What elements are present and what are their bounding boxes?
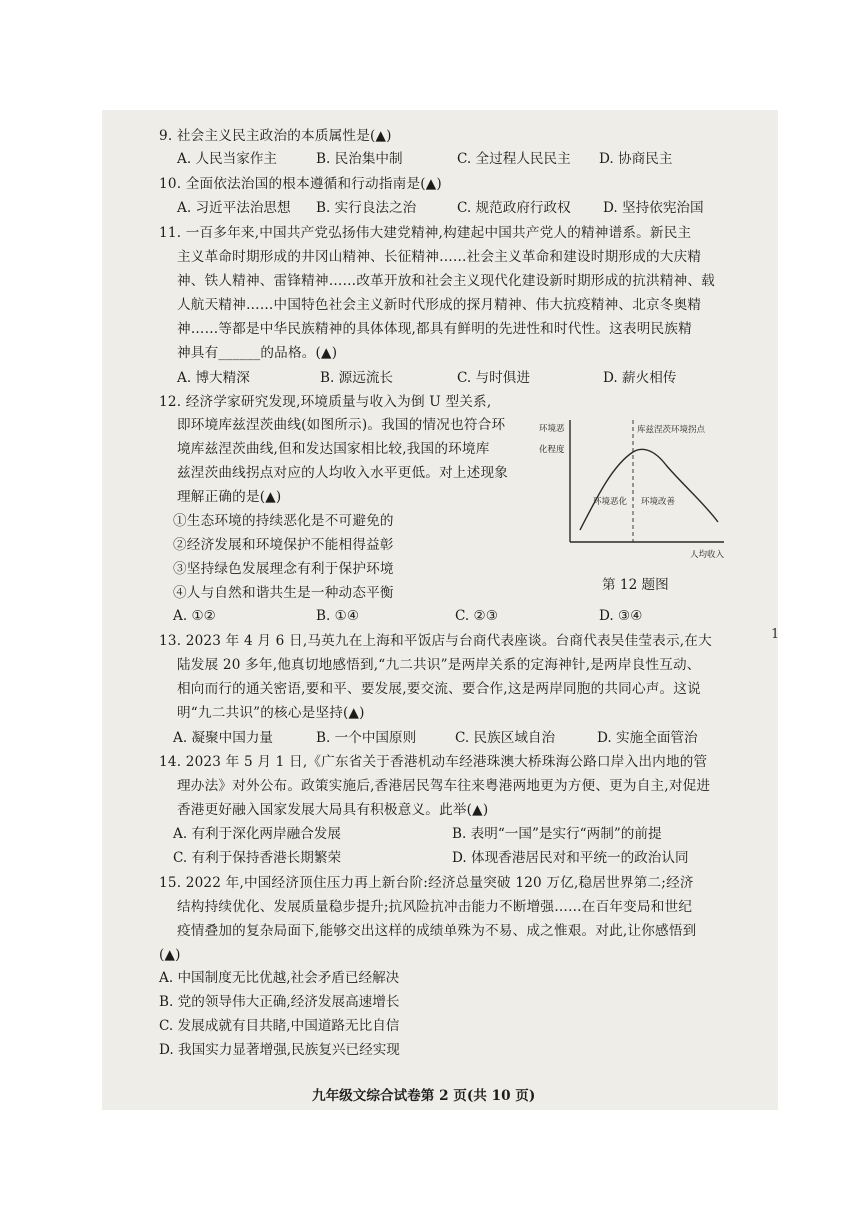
- q13-line: 陆发展 20 多年,他真切地感悟到,“九二共识”是两岸关系的定海神针,是两岸良性互动、: [177, 657, 701, 673]
- q9-option-a: A. 人民当家作主: [177, 151, 278, 167]
- q12-line: 即环境库兹涅茨曲线(如图所示)。我国的情况也符合环: [177, 417, 506, 433]
- q11-line: 人航天精神……中国特色社会主义新时代形成的探月精神、伟大抗疫精神、北京冬奥精: [177, 297, 702, 313]
- q14-line: 香港更好融入国家发展大局具有积极意义。此举(▲): [177, 802, 489, 818]
- q12-statement: ②经济发展和环境保护不能相得益彰: [173, 537, 394, 553]
- q10-stem: 10. 全面依法治国的根本遵循和行动指南是(▲): [159, 176, 442, 192]
- q15-option-b: B. 党的领导伟大正确,经济发展高速增长: [159, 994, 400, 1010]
- y-axis-label-line2: 化程度: [539, 445, 565, 455]
- q13-line: 相向而行的通关密语,要和平、要发展,要交流、要合作,这是两岸同胞的共同心声。这说: [177, 681, 701, 697]
- q11-line: 神、铁人精神、雷锋精神……改革开放和社会主义现代化建设新时期形成的抗洪精神、载: [177, 273, 715, 289]
- q15-line: 结构持续优化、发展质量稳步提升;抗风险抗冲击能力不断增强……在百年变局和世纪: [177, 899, 693, 915]
- q14-option-d: D. 体现香港居民对和平统一的政治认同: [452, 850, 689, 866]
- x-axis-label: 人均收入: [690, 550, 725, 560]
- q9-stem: 9. 社会主义民主政治的本质属性是(▲): [159, 128, 392, 144]
- q11-line: 神……等都是中华民族精神的具体体现,都具有鲜明的先进性和时代性。这表明民族精: [177, 321, 692, 337]
- margin-mark: 1: [771, 627, 780, 642]
- q14-option-b: B. 表明“一国”是实行“两制”的前提: [452, 826, 662, 842]
- q10-option-a: A. 习近平法治思想: [177, 200, 291, 216]
- q14-option-a: A. 有利于深化两岸融合发展: [173, 826, 341, 842]
- q11-option-d: D. 薪火相传: [603, 370, 677, 386]
- q11-line: 11. 一百多年来,中国共产党弘扬伟大建党精神,构建起中国共产党人的精神谱系。新民主: [159, 225, 692, 241]
- q13-option-d: D. 实施全面管治: [597, 730, 698, 746]
- inverted-u-curve: [580, 449, 718, 530]
- q13-option-c: C. 民族区域自治: [455, 730, 556, 746]
- q12-line: 理解正确的是(▲): [177, 489, 282, 505]
- q15-line: 疫情叠加的复杂局面下,能够交出这样的成绩单殊为不易、成之惟艰。对此,让你感悟到: [177, 923, 697, 939]
- q13-line: 明“九二共识”的核心是坚持(▲): [177, 705, 365, 721]
- q13-option-b: B. 一个中国原则: [316, 730, 417, 746]
- y-axis-label-line1: 环境恶: [539, 424, 565, 434]
- q12-option-a: A. ①②: [173, 608, 216, 624]
- q11-line: 神具有______的品格。(▲): [177, 345, 338, 361]
- q14-option-c: C. 有利于保持香港长期繁荣: [173, 850, 342, 866]
- environmental-kuznets-curve-figure: [538, 410, 728, 570]
- q12-statement: ①生态环境的持续恶化是不可避免的: [173, 513, 394, 529]
- q15-option-c: C. 发展成就有目共睹,中国道路无比自信: [159, 1018, 400, 1034]
- q12-line: 12. 经济学家研究发现,环境质量与收入为倒 U 型关系,: [159, 394, 492, 410]
- q14-line: 理办法》对外公布。政策实施后,香港居民驾车往来粤港两地更为方便、更为自主,对促进: [177, 778, 711, 794]
- q13-option-a: A. 凝聚中国力量: [173, 730, 274, 746]
- q11-option-a: A. 博大精深: [177, 370, 250, 386]
- q9-option-b: B. 民治集中制: [316, 151, 403, 167]
- q15-line: 15. 2022 年,中国经济顶住压力再上新台阶:经济总量突破 120 万亿,稳居世界第二;经济: [159, 875, 694, 891]
- environment-worsening-label: 环境恶化: [593, 497, 628, 507]
- q13-line: 13. 2023 年 4 月 6 日,马英九在上海和平饭店与台商代表座谈。台商代表吴佳莹表示,在大: [159, 633, 712, 649]
- q12-option-d: D. ③④: [599, 608, 643, 624]
- q10-option-c: C. 规范政府行政权: [457, 200, 571, 216]
- q11-option-b: B. 源远流长: [320, 370, 394, 386]
- q9-option-c: C. 全过程人民民主: [457, 151, 571, 167]
- q14-line: 14. 2023 年 5 月 1 日,《广东省关于香港机动车经港珠澳大桥珠海公路口岸入出内地的管: [159, 754, 708, 770]
- turning-point-label: 库兹涅茨环境拐点: [637, 425, 706, 435]
- q15-line: (▲): [159, 947, 181, 963]
- q10-option-d: D. 坚持依宪治国: [603, 200, 704, 216]
- figure-caption: 第 12 题图: [602, 577, 669, 593]
- q15-option-d: D. 我国实力显著增强,民族复兴已经实现: [159, 1042, 400, 1058]
- q12-option-b: B. ①④: [316, 608, 360, 624]
- q11-line: 主义革命时期形成的井冈山精神、长征精神……社会主义革命和建设时期形成的大庆精: [177, 249, 702, 265]
- q12-statement: ③坚持绿色发展理念有利于保护环境: [173, 561, 394, 577]
- q10-option-b: B. 实行良法之治: [316, 200, 417, 216]
- q15-option-a: A. 中国制度无比优越,社会矛盾已经解决: [159, 970, 400, 986]
- q12-line: 兹涅茨曲线拐点对应的人均收入水平更低。对上述现象: [177, 465, 509, 481]
- environment-improving-label: 环境改善: [641, 497, 676, 507]
- q12-statement: ④人与自然和谐共生是一种动态平衡: [173, 585, 394, 601]
- q9-option-d: D. 协商民主: [599, 151, 673, 167]
- page-footer: 九年级文综合试卷第 2 页(共 10 页): [312, 1088, 536, 1104]
- q11-option-c: C. 与时俱进: [457, 370, 530, 386]
- q12-option-c: C. ②③: [455, 608, 498, 624]
- q12-line: 境库兹涅茨曲线,但和发达国家相比较,我国的环境库: [177, 441, 490, 457]
